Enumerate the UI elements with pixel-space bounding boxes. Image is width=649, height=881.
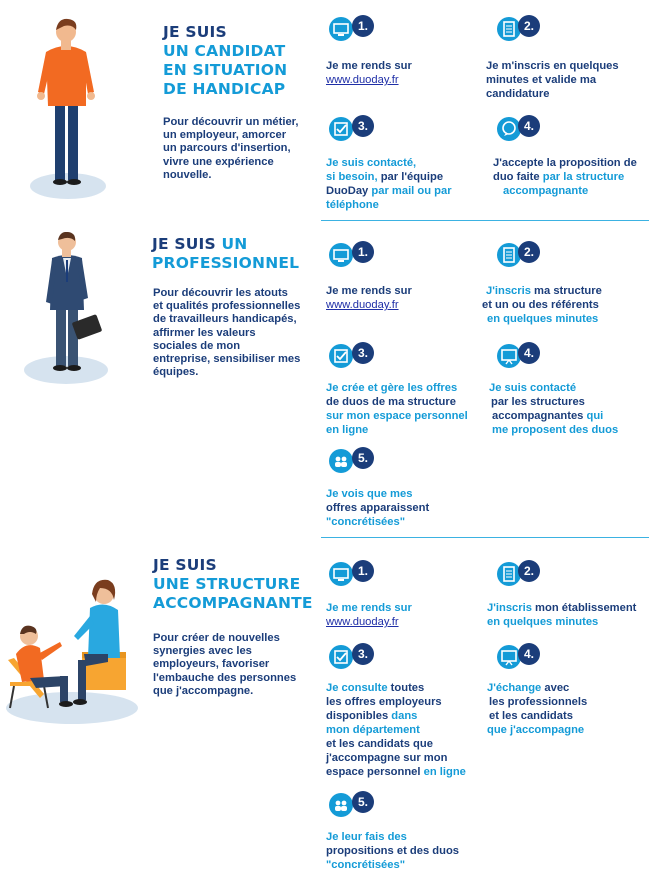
step-number: 5. [352, 791, 374, 813]
step-text: J'inscris ma structure et un ou des référents en quelques minutes [482, 285, 602, 325]
step-number: 1. [352, 15, 374, 37]
step-number: 4. [518, 643, 540, 665]
step-number: 5. [352, 447, 374, 469]
section-title-line: PROFESSIONNEL [152, 254, 300, 272]
step-text: J'inscris mon établissement en quelques minutes [487, 602, 637, 628]
professional-illustration [18, 232, 128, 392]
presentation-icon [497, 645, 521, 669]
step-text: J'accepte la proposition de duo faite par la structure accompagnante [493, 157, 637, 197]
checkbox-icon [329, 117, 353, 141]
section-description: Pour découvrir un métier, un employeur, amorcer un parcours d'insertion, vivre une expérience nouvelle. [163, 116, 299, 181]
step-number: 1. [352, 560, 374, 582]
chat-icon [497, 117, 521, 141]
step-text: Je vois que mes offres apparaissent "concrétisées" [326, 488, 430, 528]
duoday-link[interactable]: www.duoday.fr [326, 74, 399, 86]
step-number: 3. [352, 342, 374, 364]
section-title-line: UNE STRUCTURE [153, 575, 301, 593]
step-number: 1. [352, 241, 374, 263]
computer-icon [329, 17, 353, 41]
section-description: Pour créer de nouvelles synergies avec les employeurs, favoriser l'embauche des personnes que j'accompagne. [153, 632, 297, 697]
document-icon [497, 243, 521, 267]
section-divider [321, 537, 649, 538]
people-icon [329, 793, 353, 817]
step-text: Je suis contacté par les structures accompagnantes qui me proposent des duos [489, 382, 619, 436]
step-text: Je me rends sur www.duoday.fr [326, 602, 412, 628]
checkbox-icon [329, 645, 353, 669]
section-title-line: DE HANDICAP [163, 80, 286, 98]
step-number: 2. [518, 560, 540, 582]
step-text: Je suis contacté, si besoin, par l'équipe DuoDay par mail ou par téléphone [326, 157, 452, 211]
step-text: J'échange avec les professionnels et les candidats que j'accompagne [487, 682, 588, 736]
checkbox-icon [329, 344, 353, 368]
presentation-icon [497, 344, 521, 368]
step-number: 3. [352, 115, 374, 137]
section-title-line: ACCOMPAGNANTE [153, 594, 313, 612]
duoday-link[interactable]: www.duoday.fr [326, 616, 399, 628]
step-text: Je me rends sur www.duoday.fr [326, 285, 412, 311]
computer-icon [329, 243, 353, 267]
section-title-line: EN SITUATION [163, 61, 288, 79]
candidate-illustration [28, 10, 118, 215]
computer-icon [329, 562, 353, 586]
document-icon [497, 17, 521, 41]
people-icon [329, 449, 353, 473]
section-title: JE SUIS [153, 556, 217, 574]
step-number: 2. [518, 241, 540, 263]
step-text: Je crée et gère les offres de duos de ma structure sur mon espace personnel en ligne [326, 382, 468, 436]
section-title-line: UN CANDIDAT [163, 42, 286, 60]
duoday-link[interactable]: www.duoday.fr [326, 299, 399, 311]
document-icon [497, 562, 521, 586]
support-structure-illustration [0, 570, 140, 730]
step-text: Je consulte toutes les offres employeurs disponibles dans mon département et les candidats que j'accompagne sur mon espace personnel en ligne [326, 682, 466, 778]
step-number: 2. [518, 15, 540, 37]
section-title: JE SUIS UN [152, 235, 248, 253]
section-title: JE SUIS [163, 23, 227, 41]
step-number: 4. [518, 342, 540, 364]
section-description: Pour découvrir les atouts et qualités professionnelles de travailleurs handicapés, affirmer les valeurs sociales de mon entreprise, sensibiliser mes équipes. [153, 287, 301, 379]
step-text: Je leur fais des propositions et des duos "concrétisées" [326, 831, 460, 871]
step-number: 3. [352, 643, 374, 665]
section-divider [321, 220, 649, 221]
step-text: Je m'inscris en quelques minutes et valide ma candidature [486, 60, 619, 100]
step-text: Je me rends sur www.duoday.fr [326, 60, 412, 86]
step-number: 4. [518, 115, 540, 137]
